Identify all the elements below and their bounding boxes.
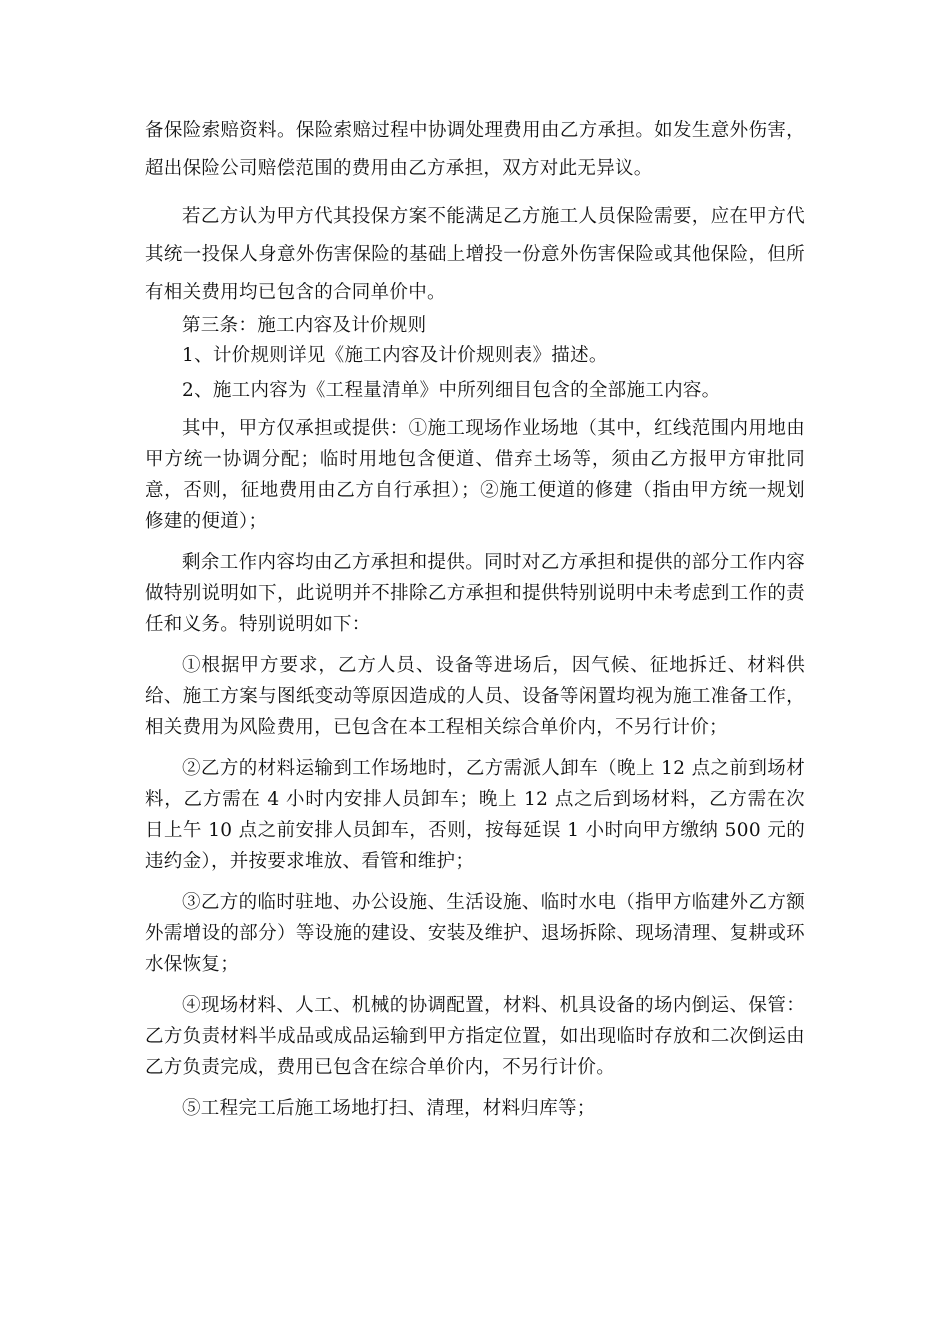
paragraph-additional-insurance: 若乙方认为甲方代其投保方案不能满足乙方施工人员保险需要，应在甲方代其统一投保人身意外伤害保险的基础上增投一份意外伤害保险或其他保险，但所有相关费用均已包含的合同单价中。 xyxy=(145,206,805,303)
list-item-site-cleanup: ⑤工程完工后施工场地打扫、清理，材料归库等； xyxy=(182,1098,596,1119)
list-item-temporary-facilities: ③乙方的临时驻地、办公设施、生活设施、临时水电（指甲方临建外乙方额外需增设的部分）等设施的建设、安装及维护、退场拆除、现场清理、复耕或环水保恢复； xyxy=(145,892,805,975)
paragraph-party-b-remaining: 剩余工作内容均由乙方承担和提供。同时对乙方承担和提供的部分工作内容做特别说明如下，此说明并不排除乙方承担和提供特别说明中未考虑到工作的责任和义务。特别说明如下： xyxy=(145,552,805,635)
document-page xyxy=(145,112,805,1124)
paragraph-party-a-provides: 其中，甲方仅承担或提供：①施工现场作业场地（其中，红线范围内用地由甲方统一协调分配；临时用地包含便道、借弃土场等，须由乙方报甲方审批同意，否则，征地费用由乙方自行承担）；②施工便道的修建（指由甲方统一规划修建的便道）； xyxy=(145,418,805,532)
list-item-material-handling: ④现场材料、人工、机械的协调配置，材料、机具设备的场内倒运、保管：乙方负责材料半成品或成品运输到甲方指定位置，如出现临时存放和二次倒运由乙方负责完成，费用已包含在综合单价内，不另行计价。 xyxy=(145,995,805,1078)
list-item-idle-costs: ①根据甲方要求，乙方人员、设备等进场后，因气候、征地拆迁、材料供给、施工方案与图纸变动等原因造成的人员、设备等闲置均视为施工准备工作，相关费用为风险费用，已包含在本工程相关综合单价内，不另行计价； xyxy=(145,655,805,738)
list-item-unloading: ②乙方的材料运输到工作场地时，乙方需派人卸车（晚上 12 点之前到场材料，乙方需在 4 小时内安排人员卸车；晚上 12 点之后到场材料，乙方需在次日上午 10 点之前安排人员卸车，否则，按每延误 1 小时向甲方缴纳 500 元的违约金），并按要求堆放、看管和维护； xyxy=(145,758,805,872)
paragraph-pricing-rules: 1、计价规则详见《施工内容及计价规则表》描述。 xyxy=(182,345,608,366)
section-heading-article-3: 第三条：施工内容及计价规则 xyxy=(182,315,427,336)
paragraph-construction-scope: 2、施工内容为《工程量清单》中所列细目包含的全部施工内容。 xyxy=(182,380,721,401)
paragraph-insurance-claims: 备保险索赔资料。保险索赔过程中协调处理费用由乙方承担。如发生意外伤害，超出保险公司赔偿范围的费用由乙方承担，双方对此无异议。 xyxy=(145,120,805,179)
